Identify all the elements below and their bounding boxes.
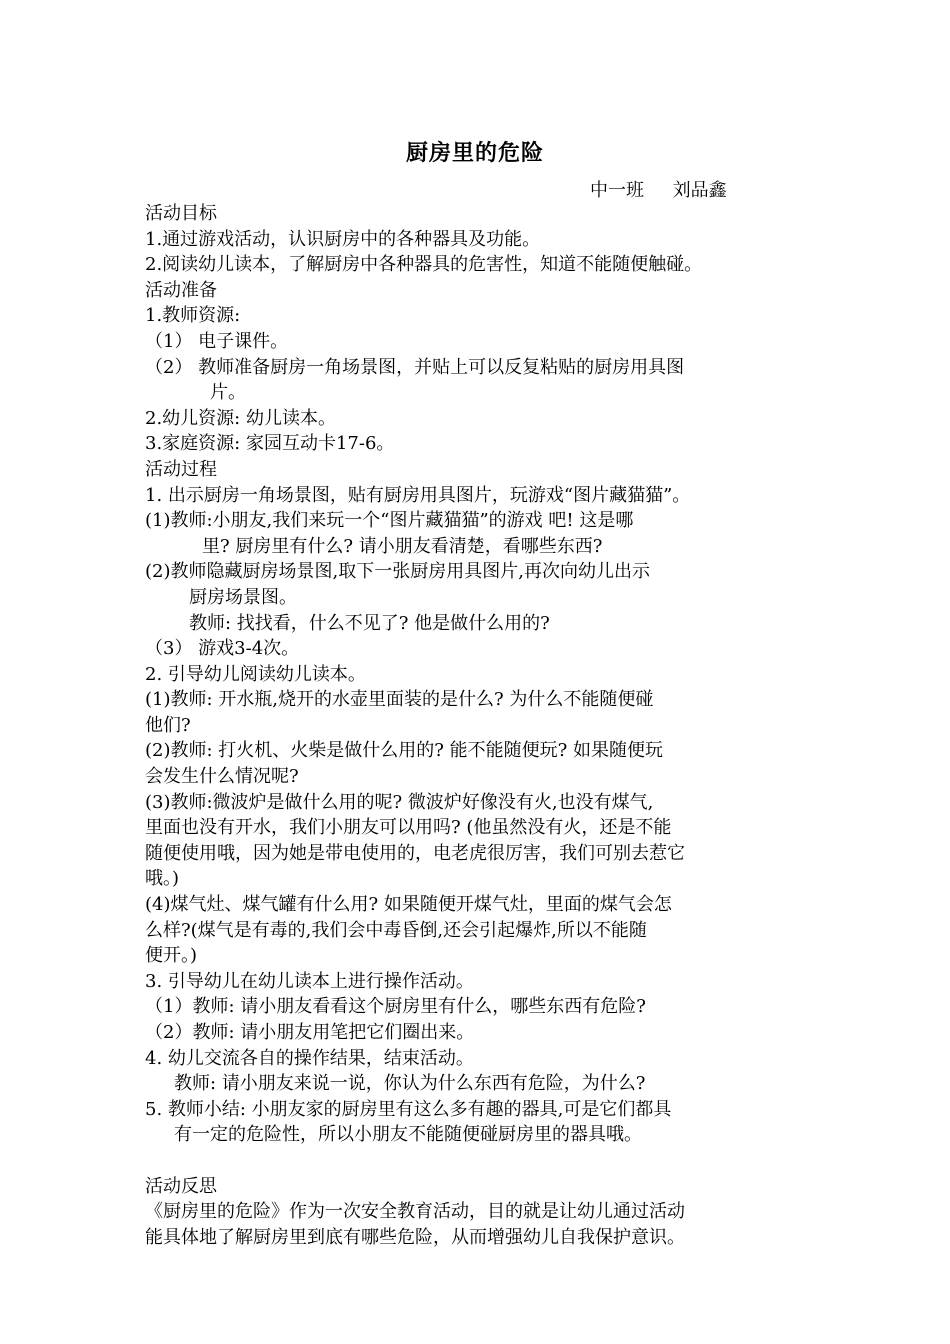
- process-substep: （3） 游戏3-4次。: [145, 638, 300, 660]
- process-substep-continued: 随便使用哦，因为她是带电使用的，电老虎很厉害，我们可别去惹它: [145, 842, 685, 864]
- process-step: 5. 教师小结: 小朋友家的厨房里有这么多有趣的器具,可是它们都具: [145, 1098, 672, 1120]
- preparation-subitem: （2） 教师准备厨房一角场景图，并贴上可以反复粘贴的厨房用具图: [145, 356, 685, 378]
- process-substep: (4)煤气灶、煤气罐有什么用? 如果随便开煤气灶，里面的煤气会怎: [145, 894, 672, 916]
- process-teacher-line: 教师: 请小朋友来说一说，你认为什么东西有危险，为什么?: [174, 1073, 646, 1095]
- process-substep: （1）教师: 请小朋友看看这个厨房里有什么，哪些东西有危险?: [145, 996, 646, 1018]
- process-step: 1. 出示厨房一角场景图，贴有厨房用具图片，玩游戏“图片藏猫猫”。: [145, 484, 691, 506]
- process-substep-continued: 他们?: [145, 714, 191, 736]
- process-substep-continued: 里面也没有开水，我们小朋友可以用吗? (他虽然没有火，还是不能: [145, 817, 672, 839]
- preparation-subitem: （1） 电子课件。: [145, 330, 289, 352]
- preparation-item: 1.教师资源:: [145, 305, 241, 327]
- document-body: [145, 201, 835, 1250]
- goal-item: 1.通过游戏活动，认识厨房中的各种器具及功能。: [145, 228, 541, 250]
- process-substep: (1)教师: 开水瓶,烧开的水壶里面装的是什么? 为什么不能随便碰: [145, 689, 654, 711]
- process-substep: (2)教师: 打火机、火柴是做什么用的? 能不能随便玩? 如果随便玩: [145, 740, 664, 762]
- process-substep-continued: 里? 厨房里有什么? 请小朋友看清楚，看哪些东西?: [202, 535, 603, 557]
- preparation-subitem-continued: 片。: [210, 382, 246, 404]
- reflection-paragraph-line: 能具体地了解厨房里到底有哪些危险，从而增强幼儿自我保护意识。: [145, 1226, 685, 1248]
- process-substep: (3)教师:微波炉是做什么用的呢? 微波炉好像没有火,也没有煤气,: [145, 791, 654, 813]
- reflection-paragraph-line: 《厨房里的危险》作为一次安全教育活动，目的就是让幼儿通过活动: [145, 1201, 685, 1223]
- section-heading-preparation: 活动准备: [145, 279, 217, 301]
- preparation-item: 2.幼儿资源: 幼儿读本。: [145, 407, 336, 429]
- preparation-item: 3.家庭资源: 家园互动卡17-6。: [145, 433, 395, 455]
- process-substep-continued: 便开。): [145, 945, 198, 967]
- process-substep-continued: 厨房场景图。: [189, 586, 297, 608]
- process-substep: （2）教师: 请小朋友用笔把它们圈出来。: [145, 1022, 475, 1043]
- document-title: 厨房里的危险: [405, 140, 544, 166]
- process-substep: (1)教师:小朋友,我们来玩一个“图片藏猫猫”的游戏 吧! 这是哪: [145, 510, 634, 532]
- section-heading-goals: 活动目标: [145, 203, 217, 224]
- process-step: 4. 幼儿交流各自的操作结果，结束活动。: [145, 1047, 474, 1069]
- process-substep-continued: 会发生什么情况呢?: [145, 766, 299, 788]
- process-step: 3. 引导幼儿在幼儿读本上进行操作活动。: [145, 970, 474, 992]
- goal-item: 2.阅读幼儿读本，了解厨房中各种器具的危害性，知道不能随便触碰。: [145, 254, 703, 276]
- section-heading-process: 活动过程: [145, 458, 217, 480]
- process-teacher-line: 教师: 找找看，什么不见了? 他是做什么用的?: [189, 612, 550, 634]
- process-step: 2. 引导幼儿阅读幼儿读本。: [145, 663, 366, 685]
- section-heading-reflection: 活动反思: [145, 1175, 217, 1197]
- process-substep-continued: 么样?(煤气是有毒的,我们会中毒昏倒,还会引起爆炸,所以不能随: [145, 919, 647, 941]
- process-step-continued: 有一定的危险性，所以小朋友不能随便碰厨房里的器具哦。: [174, 1124, 642, 1146]
- author-byline: 中一班 刘品鑫: [590, 180, 727, 201]
- blank-line: [145, 1148, 835, 1174]
- process-substep: (2)教师隐藏厨房场景图,取下一张厨房用具图片,再次向幼儿出示: [145, 561, 650, 583]
- process-substep-continued: 哦。): [145, 868, 180, 890]
